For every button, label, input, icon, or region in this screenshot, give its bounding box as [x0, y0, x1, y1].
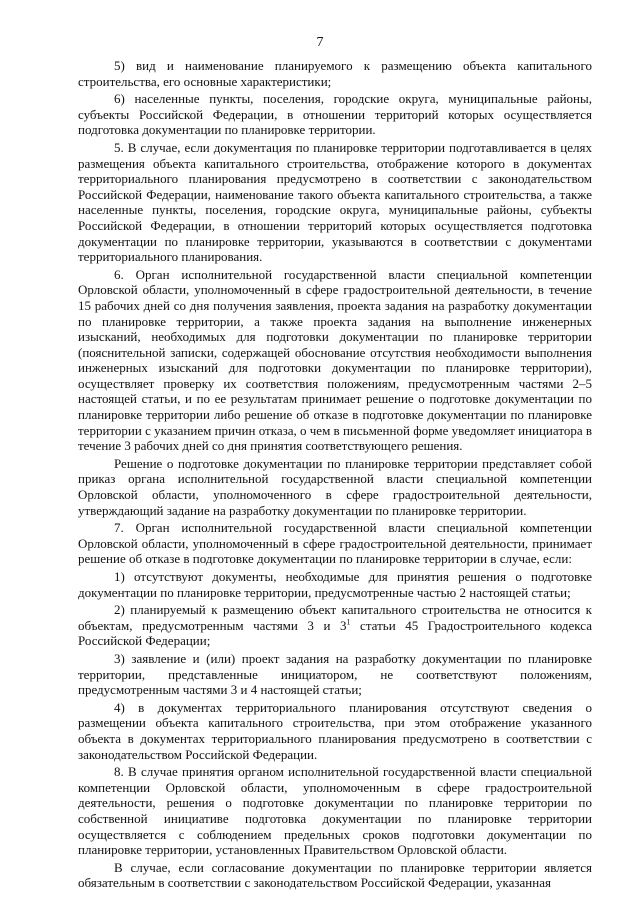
page-number: 7 — [316, 35, 324, 50]
paragraph-approval-note: В случае, если согласование документации по планировке территории является обязательным в соответствии с законодательством Российской Федерации, указанная — [78, 859, 592, 891]
superscript-marker: 1 — [346, 617, 351, 627]
paragraph-refusal-reason-3: 3) заявление и (или) проект задания на разработку документации по планировке территории, представленные инициатором, не соответствуют положениям, предусмотренным частями 3 и 4 настоящей статьи; — [78, 650, 592, 698]
paragraph-decision-description: Решение о подготовке документации по планировке территории представляет собой приказ органа исполнительной государственной власти специальной компетенции Орловской области, уполномоченного в сфере градостроительной деятельности, утверждающий задание на разработку документации по планировке территории. — [78, 455, 592, 518]
paragraph-section-6: 6. Орган исполнительной государственной власти специальной компетенции Орловской области, уполномоченный в сфере градостроительной деятельности, в течение 15 рабочих дней со дня получения заявления, проекта задания на разработку документации по планировке территории, а также проекта задания на выполнение инженерных изысканий, необходимых для подготовки документации по планировке территории (пояснительной записки, содержащей обоснование отсутствия необходимости выполнения инженерных изысканий для подготовки документации по планировке территории), осуществляет проверку их соответствия положениям, предусмотренным частями 2–5 настоящей статьи, и по ее результатам принимает решение о подготовке документации по планировке территории либо решение об отказе в подготовке документации по планировке территории с указанием причин отказа, о чем в письменной форме уведомляет инициатора в течение 3 рабочих дней со дня принятия соответствующего решения. — [78, 266, 592, 454]
refusal-reason-2-text-after: статьи 45 Градостроительного кодекса Российской Федерации; — [78, 617, 593, 649]
paragraph-section-7: 7. Орган исполнительной государственной власти специальной компетенции Орловской области, уполномоченный в сфере градостроительной деятельности, принимает решение об отказе в подготовке документации по планировке территории в случае, если: — [78, 520, 592, 567]
document-body — [78, 58, 592, 893]
paragraph-item-6: 6) населенные пункты, поселения, городские округа, муниципальные районы, субъекты Российской Федерации, в отношении территорий которых осуществляется подготовка документации по планировке территории. — [78, 91, 592, 138]
paragraph-refusal-reason-2 — [78, 602, 592, 649]
paragraph-section-8: 8. В случае принятия органом исполнительной государственной власти специальной компетенции Орловской области, уполномоченным в сфере градостроительной деятельности, решения о подготовке документации по планировке территории по собственной инициативе подготовка документации по планировке территории осуществляется с соблюдением предельных сроков подготовки документации по планировке территории, установленных Правительством Орловской области. — [78, 764, 592, 858]
paragraph-refusal-reason-4: 4) в документах территориального планирования отсутствуют сведения о размещении объекта капитального строительства, при этом отображение указанного объекта в документах территориального планирования предусмотрено в соответствии с законодательством Российской Федерации. — [78, 699, 592, 762]
paragraph-section-5: 5. В случае, если документация по планировке территории подготавливается в целях размещения объекта капитального строительства, отображение которого в документах территориального планирования предусмотрено в соответствии с законодательством Российской Федерации, наименование такого объекта капитального строительства, а также населенные пункты, поселения, городские округа, муниципальные районы, субъекты Российской Федерации, в отношении территорий которых осуществляется подготовка документации по планировке территории, указываются в соответствии с документами территориального планирования. — [78, 139, 592, 265]
paragraph-item-5: 5) вид и наименование планируемого к размещению объекта капитального строительства, его основные характеристики; — [78, 58, 592, 89]
refusal-reason-2-text-before: 2) планируемый к размещению объект капитального строительства не относится к объектам, предусмотренным частями 3 и 3 — [78, 602, 592, 633]
paragraph-refusal-reason-1: 1) отсутствуют документы, необходимые для принятия решения о подготовке документации по планировке территории, предусмотренные частью 2 настоящей статьи; — [78, 569, 592, 600]
